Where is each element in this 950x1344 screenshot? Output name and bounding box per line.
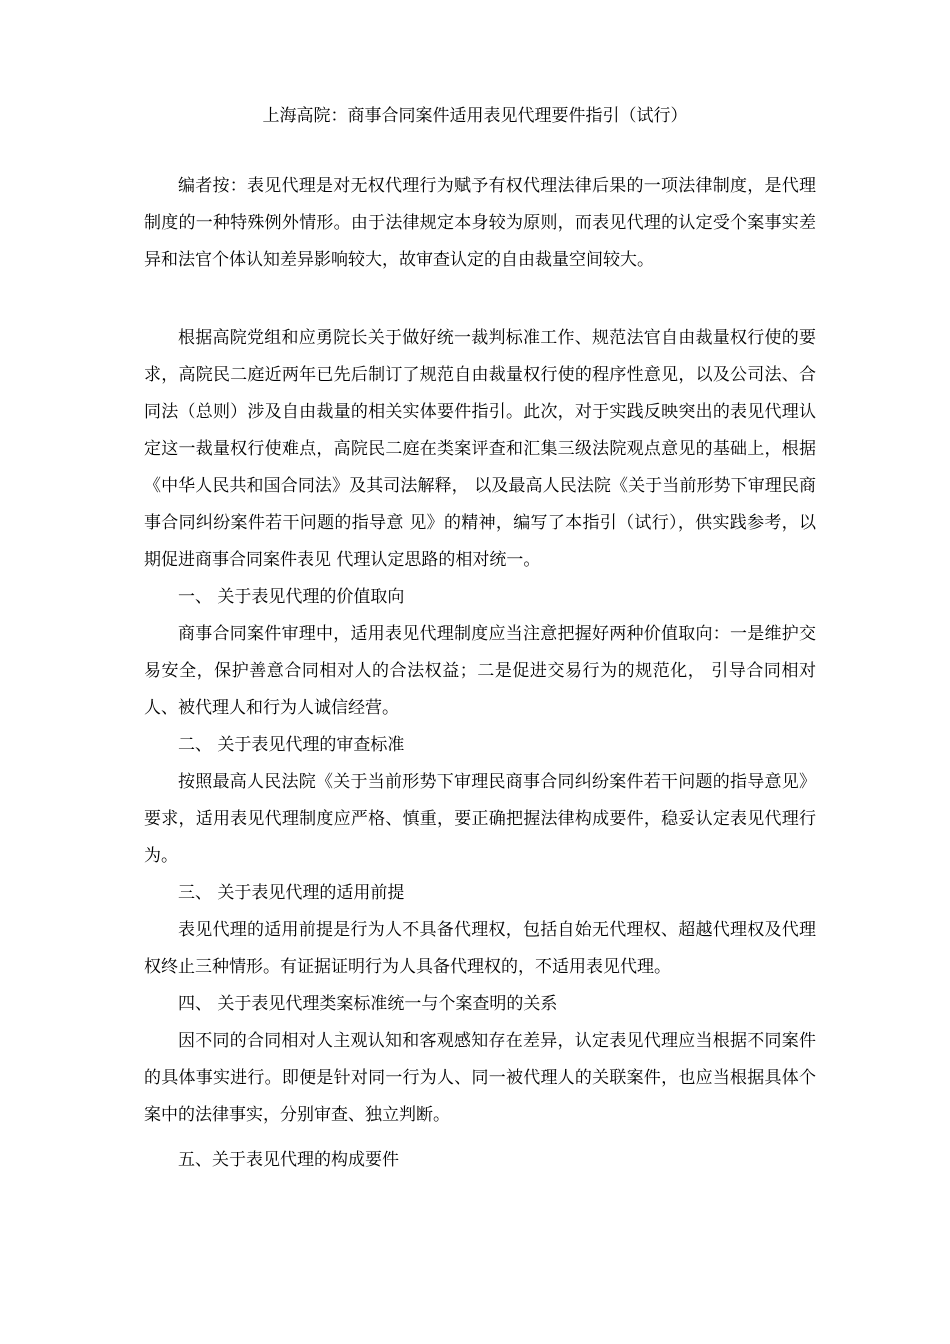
- section-3-heading: 三、 关于表见代理的适用前提: [178, 883, 405, 903]
- document-body: [144, 168, 816, 1179]
- intro-paragraph: 根据高院党组和应勇院长关于做好统一裁判标准工作、规范法官自由裁量权行使的要求，高院民二庭近两年已先后制订了规范自由裁量权行使的程序性意见，以及公司法、合同法（总则）涉及自由裁量的相关实体要件指引。此次，对于实践反映突出的表见代理认定这一裁量权行使难点，高院民二庭在类案评查和汇集三级法院观点意见的基础上，根据《中华人民共和国合同法》及其司法解释， 以及最高人民法院《关于当前形势下审理民商事合同纠纷案件若干问题的指导意 见》的精神，编写了本指引（试行），供实践参考，以期促进商事合同案件表见 代理认定思路的相对统一。: [144, 328, 816, 570]
- paragraph-spacer: [144, 279, 816, 320]
- section-3-paragraph: 表见代理的适用前提是行为人不具备代理权，包括自始无代理权、超越代理权及代理权终止三种情形。有证据证明行为人具备代理权的，不适用表见代理。: [144, 920, 816, 977]
- section-2-heading: 二、 关于表见代理的审查标准: [178, 735, 405, 755]
- section-5-heading: 五、关于表见代理的构成要件: [178, 1150, 399, 1170]
- section-1-heading: 一、 关于表见代理的价值取向: [178, 587, 405, 607]
- paragraph-spacer: [144, 1134, 816, 1142]
- section-1-paragraph: 商事合同案件审理中，适用表见代理制度应当注意把握好两种价值取向：一是维护交易安全，保护善意合同相对人的合法权益；二是促进交易行为的规范化， 引导合同相对人、被代理人和行为人诚信经营。: [144, 624, 816, 718]
- section-4-heading: 四、 关于表见代理类案标准统一与个案查明的关系: [178, 994, 558, 1014]
- section-4-paragraph: 因不同的合同相对人主观认知和客观感知存在差异，认定表见代理应当根据不同案件的具体事实进行。即便是针对同一行为人、同一被代理人的关联案件，也应当根据具体个案中的法律事实，分别审查、独立判断。: [144, 1031, 816, 1125]
- document-title: 上海高院：商事合同案件适用表见代理要件指引（试行）: [262, 106, 688, 126]
- section-2-paragraph: 按照最高人民法院《关于当前形势下审理民商事合同纠纷案件若干问题的指导意见》要求，适用表见代理制度应严格、慎重，要正确把握法律构成要件，稳妥认定表见代理行为。: [144, 772, 816, 866]
- editor-note-paragraph: 编者按：表见代理是对无权代理行为赋予有权代理法律后果的一项法律制度，是代理制度的一种特殊例外情形。由于法律规定本身较为原则，而表见代理的认定受个案事实差异和法官个体认知差异影响较大，故审查认定的自由裁量空间较大。: [144, 176, 816, 270]
